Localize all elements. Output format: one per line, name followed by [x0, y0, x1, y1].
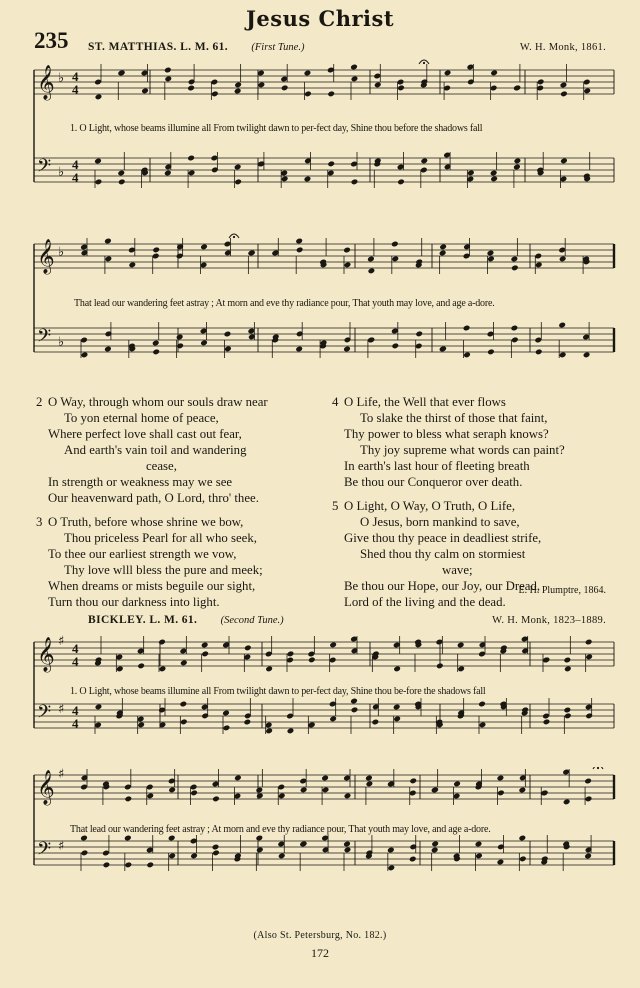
stanza-2: [36, 394, 332, 506]
stanza-line: 5 O Light, O Way, O Truth, O Life,: [332, 499, 516, 513]
stanza-line: Be thou our Conqueror over death.: [344, 475, 523, 489]
note-head: [368, 267, 376, 274]
page-number: 172: [311, 946, 329, 960]
note-head: [94, 158, 102, 165]
note-head: [564, 657, 572, 664]
note-head: [391, 255, 399, 262]
note-head: [409, 856, 417, 863]
note-head: [81, 351, 89, 358]
note-head: [304, 70, 312, 77]
note-head: [350, 698, 358, 705]
flat-icon: ♭: [58, 335, 65, 350]
note-head: [393, 704, 401, 711]
note-head: [372, 719, 380, 726]
note-head: [511, 256, 519, 263]
stanza-line: To yon eternal home of peace,: [64, 411, 219, 425]
stanza-3: [36, 514, 332, 610]
note-head: [95, 178, 103, 185]
note-head: [212, 795, 220, 802]
stanza-number: 4: [332, 395, 339, 409]
note-head: [234, 81, 242, 88]
stanza-line: cease,: [146, 459, 177, 473]
note-head: [514, 84, 522, 91]
note-head: [321, 775, 329, 782]
note-head: [211, 90, 219, 97]
note-head: [431, 786, 439, 793]
note-head: [479, 721, 487, 728]
note-head: [343, 346, 351, 353]
note-head: [343, 841, 351, 848]
note-head: [511, 325, 519, 332]
note-head: [300, 786, 308, 793]
note-head: [514, 157, 522, 164]
time-signature-top: 4: [72, 703, 79, 718]
note-head: [344, 846, 352, 853]
note-head: [124, 861, 132, 868]
first-tune-name: ST. MATTHIAS. L. M. 61.: [88, 41, 229, 53]
note-head: [329, 715, 337, 722]
treble-clef-icon: 𝄞: [37, 770, 55, 805]
time-signature-top: 4: [72, 641, 79, 656]
stanza-number: 2: [36, 395, 43, 409]
note-head: [234, 164, 242, 171]
note-head: [393, 665, 401, 672]
stanza-line: In strength or weakness may we see: [48, 475, 233, 489]
note-head: [436, 662, 444, 669]
note-head: [344, 792, 352, 799]
note-head: [393, 715, 401, 722]
note-head: [234, 774, 242, 781]
note-head: [124, 835, 132, 842]
note-head: [457, 642, 465, 649]
note-head: [180, 659, 188, 666]
note-head: [584, 778, 592, 785]
music-system-1: [0, 58, 640, 218]
stanza-line: O Jesus, born mankind to save,: [360, 515, 520, 529]
stanza-line: Thy joy supreme what words can paint?: [360, 443, 565, 457]
music-staff-system-3: [0, 628, 640, 788]
note-head: [444, 69, 452, 76]
music-system-3: [0, 628, 640, 788]
note-head: [116, 665, 124, 672]
stanza-line: Be thou our Hope, our Joy, our Dread,: [344, 579, 541, 593]
note-head: [558, 322, 566, 329]
treble-clef-icon: 𝄞: [37, 239, 55, 274]
note-head: [585, 639, 593, 646]
note-head: [234, 88, 242, 95]
note-head: [365, 775, 373, 782]
treble-clef-icon: 𝄞: [37, 65, 55, 100]
note-head: [368, 336, 376, 343]
fermata-dot: [233, 236, 235, 238]
note-head: [256, 787, 264, 794]
music-system-2: [0, 232, 640, 392]
note-head: [176, 342, 184, 349]
note-head: [535, 261, 543, 268]
stanza-number: 5: [332, 499, 339, 513]
note-head: [463, 351, 471, 358]
note-head: [168, 852, 176, 859]
note-head: [304, 90, 312, 97]
stanza-line: wave;: [442, 563, 473, 577]
note-head: [397, 178, 405, 185]
note-head: [180, 718, 188, 725]
note-head: [344, 261, 352, 268]
note-head: [190, 789, 198, 796]
note-head: [223, 724, 231, 731]
note-head: [256, 835, 264, 842]
stanza-line: Thy love wlll bless the pure and meek;: [64, 563, 263, 577]
note-head: [137, 662, 145, 669]
note-head: [511, 264, 519, 271]
note-head: [80, 835, 88, 842]
note-head: [265, 727, 273, 734]
note-head: [308, 656, 316, 663]
sharp-icon: ♯: [58, 767, 65, 782]
note-head: [409, 777, 417, 784]
note-head: [490, 175, 498, 182]
note-head: [187, 155, 195, 162]
stanza-number: 3: [36, 515, 43, 529]
note-head: [420, 157, 428, 164]
note-head: [308, 721, 316, 728]
note-head: [367, 256, 375, 263]
lyric-line-2: That lead our wandering feet astray ; At morn and eve thy radiance pour, That youth may love, and age a-dore.: [74, 298, 495, 309]
note-head: [95, 703, 103, 710]
note-head: [258, 81, 266, 88]
stanza-line: Thou priceless Pearl for all who seek,: [64, 531, 257, 545]
stanza-line: Shed thou thy calm on stormiest: [360, 547, 526, 561]
time-signature-bottom: 4: [72, 170, 79, 185]
note-head: [497, 789, 505, 796]
note-head: [387, 864, 395, 871]
note-head: [164, 75, 172, 82]
note-head: [265, 665, 273, 672]
note-head: [200, 339, 208, 346]
note-head: [487, 255, 495, 262]
stanza-line: Thy power to bless what seraph knows?: [344, 427, 549, 441]
note-head: [478, 701, 486, 708]
note-head: [560, 82, 568, 89]
note-head: [513, 164, 521, 171]
note-head: [490, 170, 498, 177]
note-head: [180, 701, 188, 708]
stanza-line: To slake the thirst of those that faint,: [360, 411, 548, 425]
note-head: [497, 775, 505, 782]
note-head: [118, 178, 126, 185]
note-head: [431, 847, 439, 854]
note-head: [487, 348, 495, 355]
note-head: [343, 247, 351, 254]
music-staff-system-2: [0, 232, 640, 392]
note-head: [104, 238, 112, 245]
note-head: [391, 241, 399, 248]
note-head: [563, 798, 571, 805]
note-head: [537, 78, 545, 85]
note-head: [256, 846, 264, 853]
note-head: [278, 852, 286, 859]
music-system-4: [0, 767, 640, 927]
note-head: [585, 653, 593, 660]
note-head: [200, 243, 208, 250]
note-head: [201, 650, 209, 657]
note-head: [281, 175, 289, 182]
second-tune-header: [88, 614, 284, 626]
note-head: [224, 345, 232, 352]
note-head: [475, 852, 483, 859]
note-head: [560, 157, 568, 164]
note-head: [535, 348, 543, 355]
note-head: [475, 841, 483, 848]
sharp-icon: ♯: [58, 839, 65, 854]
note-head: [146, 861, 154, 868]
stanza-line: Turn thou our darkness into light.: [48, 595, 220, 609]
sharp-icon: ♯: [58, 702, 65, 717]
note-head: [543, 718, 551, 725]
note-head: [287, 727, 295, 734]
note-head: [128, 261, 136, 268]
bass-clef-icon: 𝄢: [37, 326, 52, 351]
note-head: [304, 176, 312, 183]
note-head: [152, 340, 160, 347]
hymn-number: 235: [34, 28, 69, 53]
note-head: [212, 844, 220, 851]
flat-icon: ♭: [58, 165, 65, 180]
fermata-dot: [423, 62, 425, 64]
note-head: [327, 160, 335, 167]
note-head: [467, 169, 475, 176]
note-head: [463, 325, 471, 332]
time-signature-top: 4: [72, 69, 79, 84]
stanza-line: Our heavenward path, O Lord, thro' thee.: [48, 491, 259, 505]
bass-clef-icon: 𝄢: [37, 156, 52, 181]
note-head: [397, 84, 405, 91]
second-tune-note: (Second Tune.): [220, 615, 284, 626]
note-head: [351, 75, 359, 82]
note-head: [104, 346, 112, 353]
hymn-author: E. H. Plumptre, 1864.: [518, 585, 606, 596]
second-tune-composer: W. H. Monk, 1823–1889.: [492, 615, 606, 626]
note-head: [439, 250, 447, 257]
note-head: [105, 255, 113, 262]
note-head: [212, 849, 220, 856]
stanza-line: In earth's last hour of fleeting breath: [344, 459, 530, 473]
note-head: [519, 787, 527, 794]
stanza-4: [332, 394, 624, 490]
note-head: [295, 346, 303, 353]
stanza-line: Give thou thy peace in deadliest strife,: [344, 531, 542, 545]
flat-icon: ♭: [58, 245, 65, 260]
note-head: [201, 642, 209, 649]
treble-clef-icon: 𝄞: [37, 637, 55, 672]
note-head: [141, 87, 149, 94]
note-head: [190, 852, 198, 859]
time-signature-top: 4: [72, 157, 79, 172]
note-head: [583, 87, 591, 94]
note-head: [490, 69, 498, 76]
note-head: [81, 849, 89, 856]
note-head: [222, 710, 230, 717]
note-head: [497, 859, 505, 866]
music-staff-system-4: [0, 767, 640, 927]
flat-icon: ♭: [58, 71, 65, 86]
note-head: [300, 840, 308, 847]
note-head: [439, 345, 447, 352]
note-head: [559, 255, 567, 262]
note-head: [564, 707, 572, 714]
stanzas-left: [36, 394, 332, 618]
note-head: [431, 840, 439, 847]
note-head: [146, 792, 154, 799]
note-head: [487, 250, 495, 257]
note-head: [351, 706, 359, 713]
note-head: [234, 178, 242, 185]
note-head: [453, 780, 461, 787]
stanza-line: Lord of the living and the dead.: [344, 595, 506, 609]
note-head: [329, 641, 337, 648]
note-head: [244, 644, 252, 651]
note-head: [158, 639, 166, 646]
note-head: [152, 246, 160, 253]
note-head: [560, 90, 568, 97]
note-head: [519, 855, 527, 862]
note-head: [387, 847, 395, 854]
note-head: [244, 719, 252, 726]
time-signature-bottom: 4: [72, 82, 79, 97]
note-head: [188, 169, 196, 176]
note-head: [350, 64, 358, 71]
first-tune-composer: W. H. Monk, 1861.: [519, 42, 606, 53]
note-head: [327, 90, 335, 97]
stanza-line: When dreams or mists beguile our sight,: [48, 579, 256, 593]
note-head: [583, 351, 591, 358]
note-head: [164, 67, 172, 74]
note-head: [391, 342, 399, 349]
note-head: [366, 780, 374, 787]
lyric-line-4: That lead our wandering feet astray ; At morn and eve thy radiance pour, That youth may love, and age a-dore.: [70, 824, 491, 835]
note-head: [137, 721, 145, 728]
note-head: [124, 795, 132, 802]
note-head: [287, 650, 295, 657]
bass-clef-icon: 𝄢: [37, 702, 52, 727]
note-head: [168, 835, 176, 842]
note-head: [374, 81, 382, 88]
note-head: [296, 246, 304, 253]
note-head: [584, 853, 592, 860]
stanza-line: Where perfect love shall cast out fear,: [48, 427, 242, 441]
note-head: [103, 861, 111, 868]
lyric-line-3: 1. O Light, whose beams illumine all From twilight dawn to per-fect day, Shine thou be-fore the shadows fall: [70, 686, 486, 697]
sharp-icon: ♯: [58, 634, 65, 649]
note-head: [281, 84, 289, 91]
note-head: [176, 334, 184, 341]
note-head: [585, 795, 593, 802]
note-head: [564, 712, 572, 719]
note-head: [415, 330, 423, 337]
first-tune-header: [88, 41, 304, 53]
stanza-line: And earth's vain toil and wandering: [64, 443, 247, 457]
time-signature-bottom: 4: [72, 716, 79, 731]
note-head: [439, 243, 447, 250]
second-tune-name: BICKLEY. L. M. 61.: [88, 614, 198, 626]
lyric-line-1: 1. O Light, whose beams illumine all From twilight dawn to per-fect day, Shine thou before the shadows fall: [70, 123, 483, 134]
note-head: [511, 336, 519, 343]
note-head: [559, 351, 567, 358]
note-head: [152, 348, 160, 355]
fermata-dot: [597, 767, 599, 769]
section-title: Jesus Christ: [245, 6, 395, 31]
note-head: [118, 69, 126, 76]
note-head: [295, 238, 303, 245]
note-head: [457, 665, 465, 672]
note-head: [164, 170, 172, 177]
stanza-line: 2 O Way, through whom our souls draw near: [36, 395, 268, 409]
stanza-line: 3 O Truth, before whose shrine we bow,: [36, 515, 244, 529]
note-head: [168, 786, 176, 793]
note-head: [543, 656, 551, 663]
note-head: [159, 665, 167, 672]
note-head: [351, 178, 359, 185]
note-head: [95, 93, 103, 100]
note-head: [322, 786, 330, 793]
note-head: [519, 835, 527, 842]
note-head: [187, 85, 195, 92]
music-staff-system-1: [0, 58, 640, 218]
note-head: [564, 665, 572, 672]
stanza-line: 4 O Life, the Well that ever flows: [332, 395, 506, 409]
note-head: [278, 792, 286, 799]
stanza-line: To thee our earliest strength we vow,: [48, 547, 237, 561]
bass-clef-icon: 𝄢: [37, 839, 52, 864]
note-head: [117, 170, 125, 177]
note-head: [541, 789, 549, 796]
time-signature-bottom: 4: [72, 654, 79, 669]
note-head: [256, 792, 264, 799]
footnote: (Also St. Petersburg, No. 182.): [253, 930, 387, 941]
first-tune-note: (First Tune.): [251, 42, 305, 53]
note-head: [224, 331, 232, 338]
note-head: [248, 249, 256, 256]
